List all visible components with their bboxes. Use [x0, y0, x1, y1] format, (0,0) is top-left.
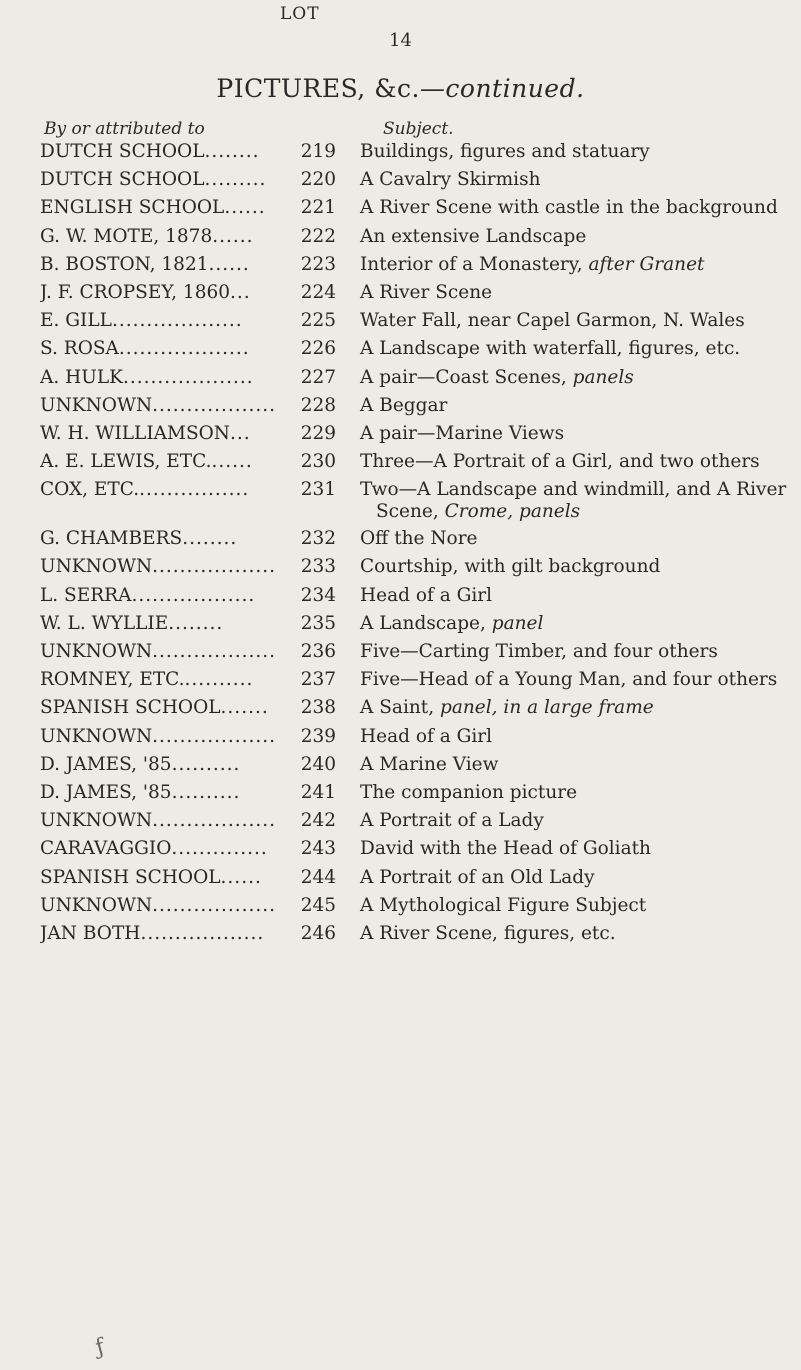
lot-number: 237: [300, 669, 336, 691]
artist-name: [40, 310, 300, 331]
subject-text: A Portrait of an Old Lady: [360, 866, 595, 888]
subject-text: Two—A Landscape and windmill, and A River: [360, 479, 787, 501]
artist-name: [40, 451, 300, 472]
subject-description: [360, 782, 785, 804]
lot-number: 238: [300, 697, 336, 719]
subject-text: A Saint,: [360, 697, 440, 719]
catalogue-row: [0, 306, 801, 334]
lot-number: 243: [300, 838, 336, 860]
artist-text: L. SERRA: [40, 584, 132, 606]
subject-description: [360, 810, 785, 832]
artist-name: [40, 838, 300, 859]
subject-description: [360, 613, 785, 635]
artist-text: UNKNOWN: [40, 725, 153, 747]
artist-text: COX, ETC.: [40, 479, 140, 501]
artist-text: SPANISH SCHOOL: [40, 697, 221, 719]
artist-name: [40, 338, 300, 359]
subject-continuation: [360, 501, 785, 523]
leader-dots: .......: [220, 697, 269, 719]
lot-number: 233: [300, 556, 336, 578]
leader-dots: ......: [224, 197, 266, 219]
leader-dots: ...................: [118, 338, 250, 360]
catalogue-row: [0, 419, 801, 447]
leader-dots: ...: [229, 422, 251, 444]
artist-name: [40, 585, 300, 606]
catalogue-row: [0, 447, 801, 475]
lot-number: 245: [300, 894, 336, 916]
catalogue-row: [0, 137, 801, 165]
artist-text: W. H. WILLIAMSON: [40, 422, 230, 444]
lot-number: 230: [300, 451, 336, 473]
lot-number: 235: [300, 612, 336, 634]
artist-text: G. W. MOTE, 1878: [40, 225, 213, 247]
lot-number: 240: [300, 753, 336, 775]
subject-text: A River Scene: [360, 281, 493, 303]
artist-text: D. JAMES, '85: [40, 753, 172, 775]
leader-dots: ................: [139, 479, 250, 501]
subject-text: A Portrait of a Lady: [360, 810, 544, 832]
artist-text: G. CHAMBERS: [40, 528, 183, 550]
subject-continuation-text: Scene,: [376, 501, 445, 523]
subject-description: [360, 726, 785, 748]
lot-number: 220: [300, 169, 336, 191]
subject-description: [360, 528, 785, 550]
page-heading: [0, 74, 801, 103]
subject-text: A River Scene with castle in the background: [360, 197, 778, 219]
leader-dots: ..................: [152, 641, 277, 662]
catalogue-row: [0, 524, 801, 552]
subject-text: Head of a Girl: [360, 584, 493, 606]
artist-name: [40, 923, 300, 944]
subject-description: [360, 367, 785, 389]
column-header-lot: LOT: [280, 4, 320, 24]
artist-text: UNKNOWN: [40, 394, 153, 416]
lot-number: 246: [300, 922, 336, 944]
subject-description: [360, 169, 785, 191]
artist-name: [40, 810, 300, 831]
catalogue-entries: [0, 137, 801, 947]
artist-text: J. F. CROPSEY, 1860: [40, 281, 231, 303]
lot-number: 221: [300, 197, 336, 219]
catalogue-row: [0, 693, 801, 721]
artist-name: [40, 613, 300, 634]
lot-number: 224: [300, 281, 336, 303]
artist-text: SPANISH SCHOOL: [40, 866, 221, 888]
subject-description: [360, 697, 785, 719]
artist-text: ENGLISH SCHOOL: [40, 197, 225, 219]
subject-description: [360, 282, 785, 304]
artist-name: [40, 556, 300, 577]
artist-name: [40, 169, 300, 190]
artist-name: [40, 782, 300, 803]
leader-dots: ........: [182, 528, 238, 550]
subject-text: A Cavalry Skirmish: [360, 169, 541, 191]
artist-text: CARAVAGGIO: [40, 838, 172, 860]
subject-text: A Mythological Figure Subject: [360, 894, 647, 916]
catalogue-row: [0, 250, 801, 278]
artist-text: UNKNOWN: [40, 810, 153, 832]
heading-continued: —continued.: [419, 74, 585, 103]
catalogue-row: [0, 609, 801, 637]
artist-text: A. HULK: [40, 366, 123, 388]
artist-name: [40, 282, 300, 303]
subject-text: Buildings, figures and statuary: [360, 141, 650, 162]
artist-name: [40, 226, 300, 247]
leader-dots: ...: [230, 281, 251, 303]
catalogue-row: [0, 778, 801, 806]
lot-number: 231: [300, 479, 336, 501]
catalogue-row: [0, 222, 801, 250]
subject-description: [360, 423, 785, 445]
artist-name: [40, 726, 300, 747]
catalogue-row: [0, 806, 801, 834]
lot-number: 239: [300, 725, 336, 747]
artist-name: [40, 641, 300, 662]
catalogue-row: [0, 891, 801, 919]
catalogue-row: [0, 863, 801, 891]
catalogue-row: [0, 475, 801, 524]
artist-text: UNKNOWN: [40, 894, 153, 916]
artist-text: JAN BOTH: [40, 922, 141, 944]
artist-text: A. E. LEWIS, ETC.: [40, 451, 212, 473]
subject-continuation-italic: Crome, panels: [444, 501, 581, 523]
leader-dots: ..................: [152, 894, 277, 916]
subject-text: Head of a Girl: [360, 725, 493, 747]
column-header-subject: Subject.: [383, 119, 454, 139]
leader-dots: ......: [211, 451, 253, 473]
subject-text: An extensive Landscape: [360, 225, 587, 247]
subject-description: [360, 226, 785, 248]
subject-description: [360, 141, 785, 163]
leader-dots: ..................: [152, 810, 277, 832]
subject-text: Five—Head of a Young Man, and four others: [360, 669, 778, 691]
artist-name: [40, 867, 300, 888]
artist-name: [40, 423, 300, 444]
lot-number: 219: [300, 141, 336, 162]
subject-description: [360, 895, 785, 917]
leader-dots: ......: [220, 866, 262, 888]
artist-text: S. ROSA: [40, 338, 119, 360]
lot-number: 226: [300, 338, 336, 360]
leader-dots: ..................: [152, 556, 277, 578]
leader-dots: ..........: [184, 669, 254, 691]
artist-name: [40, 141, 300, 162]
subject-italic-text: panels: [572, 366, 634, 388]
artist-name: [40, 669, 300, 690]
lot-number: 232: [300, 528, 336, 550]
artist-text: UNKNOWN: [40, 556, 153, 578]
subject-description: [360, 754, 785, 776]
leader-dots: ..................: [131, 584, 256, 606]
subject-description: [360, 585, 785, 607]
catalogue-row: [0, 363, 801, 391]
catalogue-row: [0, 334, 801, 362]
subject-description: [360, 395, 785, 417]
leader-dots: ........: [168, 612, 224, 634]
subject-description: [360, 338, 785, 360]
subject-description: [360, 197, 785, 219]
page-number: 14: [389, 30, 412, 51]
lot-number: 241: [300, 781, 336, 803]
catalogue-row: [0, 278, 801, 306]
leader-dots: .........: [204, 169, 267, 191]
artist-text: W. L. WYLLIE: [40, 612, 169, 634]
lot-number: 234: [300, 584, 336, 606]
catalogue-row: [0, 722, 801, 750]
artist-text: DUTCH SCHOOL: [40, 169, 205, 191]
subject-description: [360, 867, 785, 889]
catalogue-row: [0, 919, 801, 947]
subject-text: David with the Head of Goliath: [360, 838, 651, 860]
subject-text: A Landscape,: [360, 612, 492, 634]
subject-text: Water Fall, near Capel Garmon, N. Wales: [360, 310, 745, 332]
artist-name: [40, 528, 300, 549]
catalogue-row: [0, 165, 801, 193]
subject-description: [360, 556, 785, 578]
subject-description: [360, 669, 785, 691]
subject-description: [360, 838, 785, 860]
lot-number: 228: [300, 394, 336, 416]
artist-text: DUTCH SCHOOL: [40, 141, 205, 162]
subject-text: A River Scene, figures, etc.: [360, 922, 616, 944]
leader-dots: ..........: [171, 781, 241, 803]
pencil-mark: ƒ: [92, 1334, 108, 1361]
artist-text: UNKNOWN: [40, 641, 153, 662]
subject-description: [360, 923, 785, 945]
subject-text: A pair—Coast Scenes,: [360, 366, 573, 388]
artist-text: D. JAMES, '85: [40, 781, 172, 803]
lot-number: 225: [300, 310, 336, 332]
artist-name: [40, 754, 300, 775]
subject-description: [360, 310, 785, 332]
lot-number: 242: [300, 810, 336, 832]
catalogue-row: [0, 834, 801, 862]
subject-text: The companion picture: [360, 781, 578, 803]
artist-name: [40, 197, 300, 218]
subject-italic-text: panel, in a large frame: [439, 697, 654, 719]
artist-name: [40, 395, 300, 416]
subject-description: [360, 451, 785, 473]
artist-text: B. BOSTON, 1821: [40, 253, 209, 275]
leader-dots: ..................: [152, 394, 277, 416]
subject-description: [360, 254, 785, 276]
leader-dots: ...................: [122, 366, 254, 388]
catalogue-row: [0, 391, 801, 419]
column-header-artist: By or attributed to: [44, 119, 205, 139]
leader-dots: ........: [204, 141, 260, 162]
lot-number: 223: [300, 253, 336, 275]
catalogue-row: [0, 750, 801, 778]
leader-dots: ...................: [111, 310, 243, 332]
artist-text: E. GILL: [40, 310, 112, 332]
subject-description: [360, 641, 785, 663]
catalogue-row: [0, 637, 801, 665]
lot-number: 222: [300, 225, 336, 247]
subject-italic-text: after Granet: [588, 253, 705, 275]
subject-text: Off the Nore: [360, 528, 478, 550]
leader-dots: ......: [212, 225, 254, 247]
artist-name: [40, 479, 300, 500]
catalogue-row: [0, 552, 801, 580]
leader-dots: ..................: [152, 725, 277, 747]
lot-number: 227: [300, 366, 336, 388]
leader-dots: ..............: [171, 838, 268, 860]
artist-name: [40, 697, 300, 718]
leader-dots: ..........: [171, 753, 241, 775]
catalogue-row: [0, 665, 801, 693]
artist-text: ROMNEY, ETC.: [40, 669, 185, 691]
subject-text: A pair—Marine Views: [360, 422, 565, 444]
subject-text: A Beggar: [360, 394, 448, 416]
subject-description: [360, 479, 785, 523]
lot-number: 236: [300, 641, 336, 662]
subject-text: A Marine View: [360, 753, 499, 775]
leader-dots: ..................: [140, 922, 265, 944]
catalogue-row: [0, 581, 801, 609]
subject-text: A Landscape with waterfall, figures, etc.: [360, 338, 741, 360]
leader-dots: ......: [208, 253, 250, 275]
subject-italic-text: panel: [491, 612, 544, 634]
subject-text: Three—A Portrait of a Girl, and two others: [360, 451, 760, 473]
heading-main: PICTURES, &c.: [216, 74, 420, 103]
lot-number: 244: [300, 866, 336, 888]
artist-name: [40, 367, 300, 388]
artist-name: [40, 895, 300, 916]
subject-text: Interior of a Monastery,: [360, 253, 589, 275]
subject-text: Courtship, with gilt background: [360, 556, 661, 578]
subject-text: Five—Carting Timber, and four others: [360, 641, 718, 662]
artist-name: [40, 254, 300, 275]
catalogue-row: [0, 193, 801, 221]
lot-number: 229: [300, 422, 336, 444]
